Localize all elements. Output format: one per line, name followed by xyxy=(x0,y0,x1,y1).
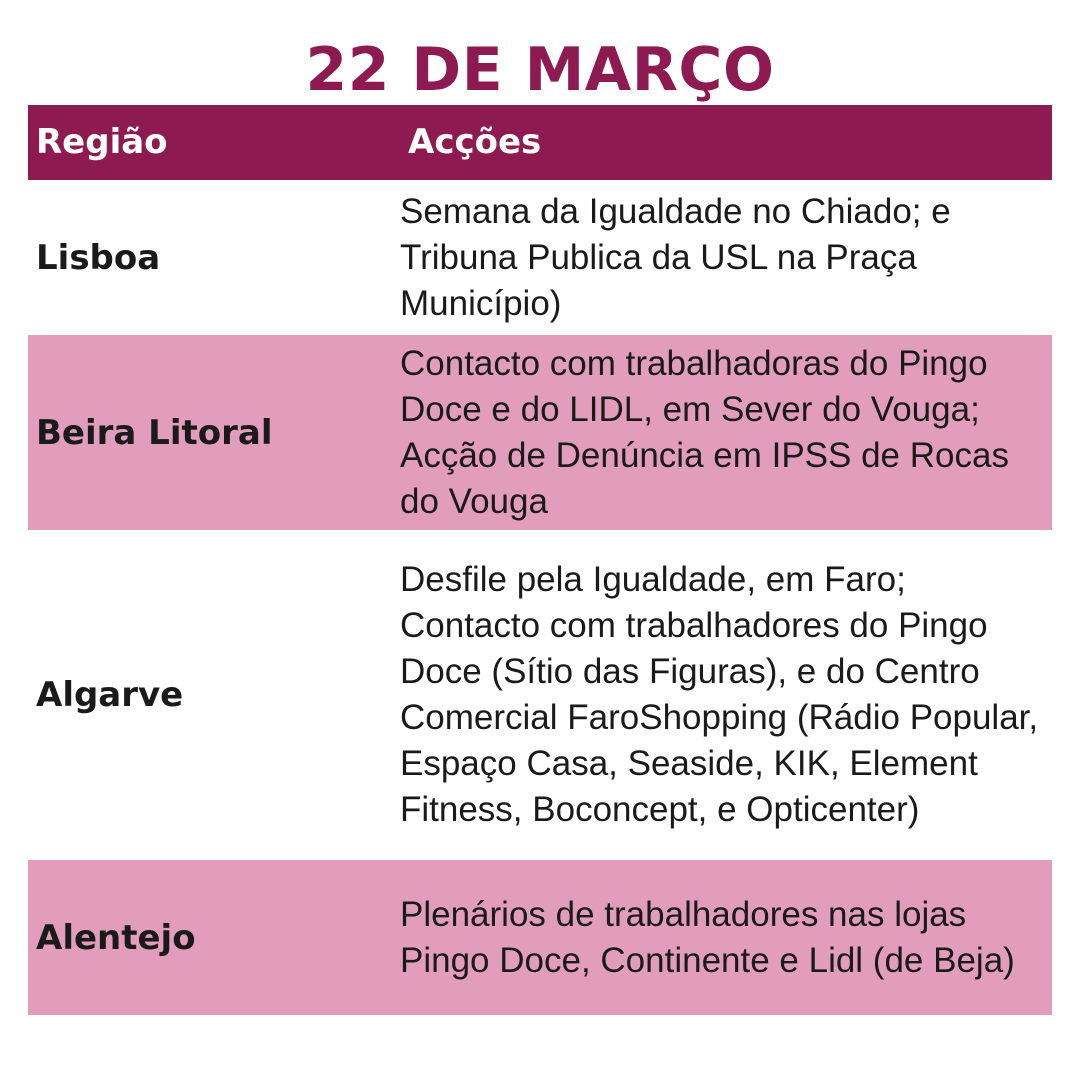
table-row xyxy=(28,530,1052,860)
header-actions: Acções xyxy=(408,122,542,162)
row-region: Algarve xyxy=(36,675,184,715)
row-actions: Contacto com trabalhadoras do Pingo Doce e do LIDL, em Sever do Vouga; Acção de Denúncia em IPSS de Rocas do Vouga xyxy=(400,343,1009,521)
row-region: Lisboa xyxy=(36,237,161,278)
row-region: Beira Litoral xyxy=(36,412,273,453)
row-actions: Desfile pela Igualdade, em Faro; Contacto com trabalhadores do Pingo Doce (Sítio das Figuras), e do Centro Comercial FaroShopping (Rádio Popular, Espaço Casa, Seaside, KIK, Element Fitness, Boconcept, e Opticenter) xyxy=(400,560,1039,829)
table-header xyxy=(28,105,1052,180)
page-title: 22 DE MARÇO xyxy=(305,35,775,105)
row-region: Alentejo xyxy=(36,917,196,958)
actions-table xyxy=(28,105,1052,1015)
row-actions: Semana da Igualdade no Chiado; e Tribuna Publica da USL na Praça Município) xyxy=(400,191,951,323)
header-region: Região xyxy=(36,122,168,162)
row-actions: Plenários de trabalhadores nas lojas Pingo Doce, Continente e Lidl (de Beja) xyxy=(400,894,1015,980)
table-row xyxy=(28,180,1052,335)
table-row xyxy=(28,335,1052,530)
table-row xyxy=(28,860,1052,1015)
